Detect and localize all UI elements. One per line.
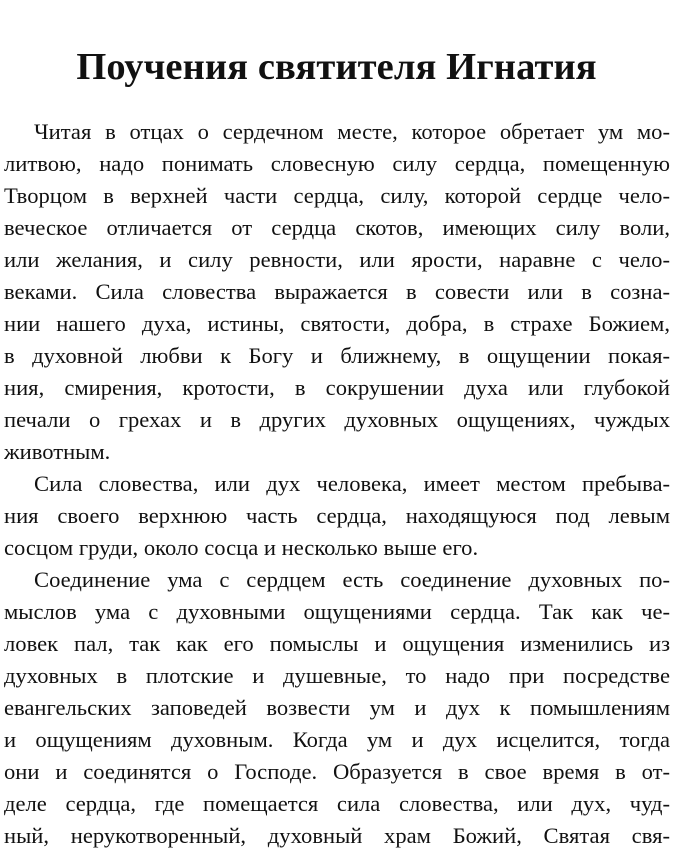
text-line: ный, нерукотворенный, духовный храм Божий, Святая свя- (4, 823, 670, 848)
text-line: деле сердца, где помещается сила словества, или дух, чуд- (4, 791, 670, 816)
text-line: нии нашего духа, истины, святости, добра, в страхе Божием, (4, 311, 670, 336)
text-line: печали о грехах и в других духовных ощущениях, чуждых (4, 407, 670, 432)
text-line: Читая в отцах о сердечном месте, которое обретает ум мо- (34, 119, 670, 144)
text-line: духовных в плотские и душевные, то надо при посредстве (4, 663, 670, 688)
text-line: ния своего верхнюю часть сердца, находящуюся под левым (4, 503, 670, 528)
text-line: Соединение ума с сердцем есть соединение духовных по- (34, 567, 670, 592)
text-line: литвою, надо понимать словесную силу сердца, помещенную (4, 151, 670, 176)
text-line: и ощущениям духовным. Когда ум и дух исцелится, тогда (4, 727, 670, 752)
text-line: веками. Сила словества выражается в совести или в созна- (4, 279, 670, 304)
text-line: мыслов ума с духовными ощущениями сердца. Так как че- (4, 599, 670, 624)
page-title: Поучения святителя Игнатия (76, 46, 597, 88)
text-line: Творцом в верхней части сердца, силу, которой сердце чело- (4, 183, 670, 208)
text-line: ния, смирения, кротости, в сокрушении духа или глубокой (4, 375, 670, 400)
text-line: сосцом груди, около сосца и несколько выше его. (4, 535, 479, 560)
text-line: Сила словества, или дух человека, имеет местом пребыва- (34, 471, 670, 496)
text-line: веческое отличается от сердца скотов, имеющих силу воли, (4, 215, 670, 240)
text-line: животным. (4, 439, 111, 464)
document-body (4, 116, 670, 852)
text-line: ловек пал, так как его помыслы и ощущения изменились из (4, 631, 670, 656)
text-line: евангельских заповедей возвести ум и дух к помышлениям (4, 695, 670, 720)
text-line: они и соединятся о Господе. Образуется в свое время в от- (4, 759, 670, 784)
text-line: в духовной любви к Богу и ближнему, в ощущении покая- (4, 343, 670, 368)
text-line: или желания, и силу ревности, или ярости, наравне с чело- (4, 247, 670, 272)
